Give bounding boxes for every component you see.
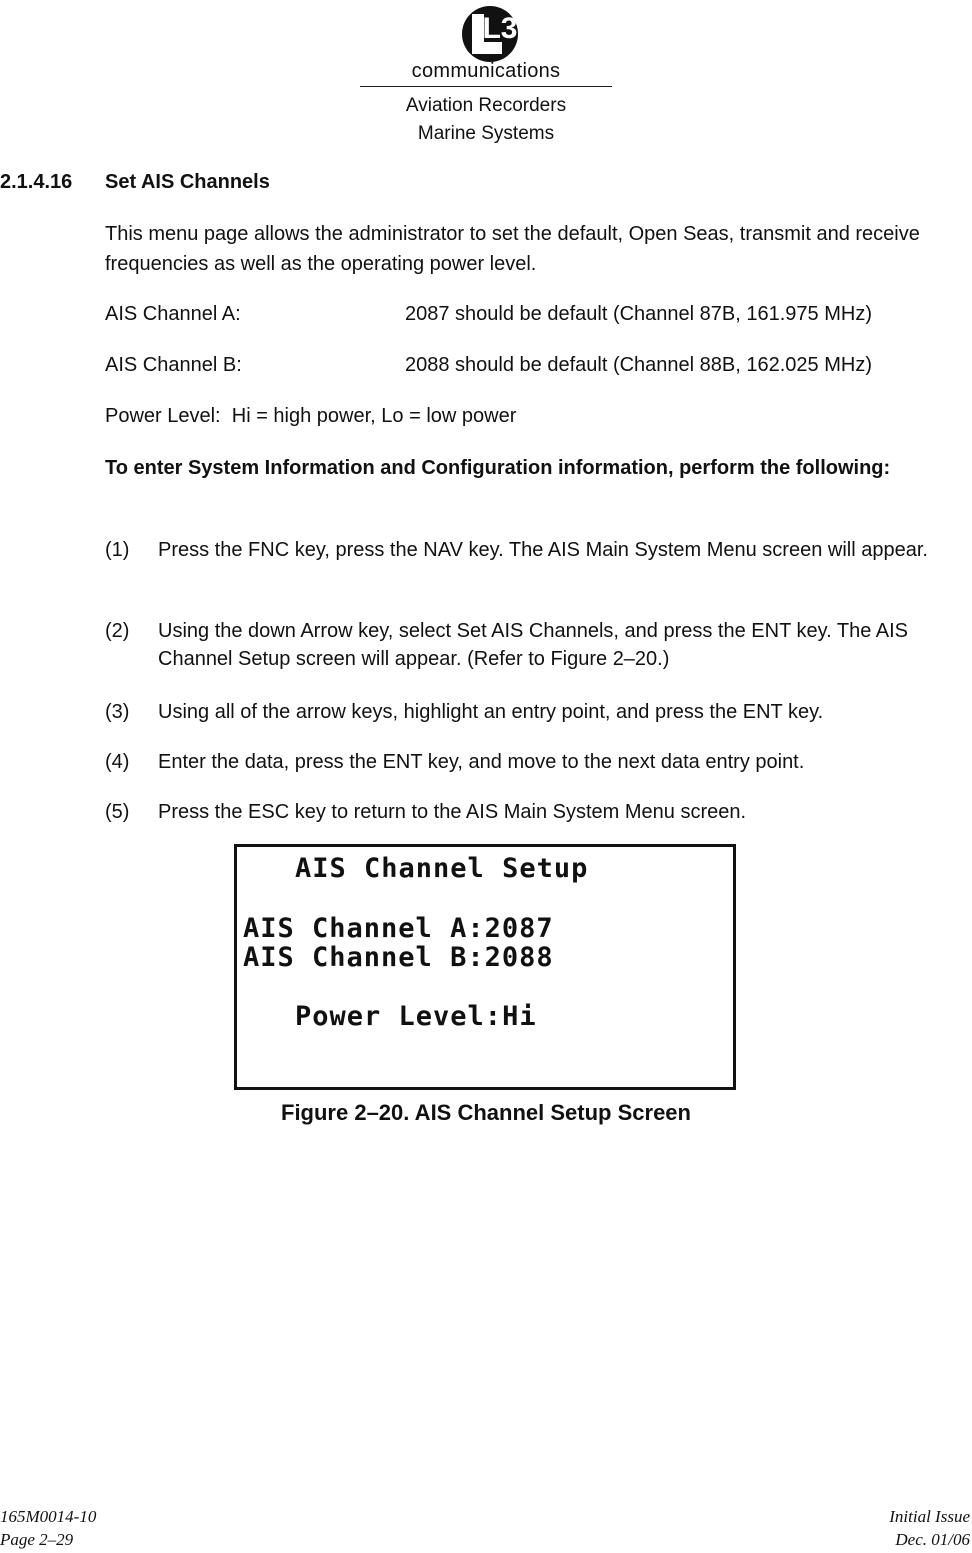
logo-mark-text: L3 bbox=[482, 12, 518, 45]
step-2 bbox=[105, 617, 972, 673]
step-text: Using the down Arrow key, select Set AIS Channels, and press the ENT key. The AIS Channel Setup screen will appear. (Refer to Figure 2–20.) bbox=[158, 620, 909, 670]
section-heading bbox=[0, 171, 270, 194]
intro-paragraph: This menu page allows the administrator to set the default, Open Seas, transmit and receive frequencies as well as the operating power level. bbox=[105, 223, 920, 275]
step-text: Press the ESC key to return to the AIS Main System Menu screen. bbox=[158, 801, 747, 823]
screen-channel-a-line: AIS Channel A:2087 bbox=[243, 913, 554, 944]
channel-b-row bbox=[105, 354, 872, 377]
screen-channel-b-line: AIS Channel B:2088 bbox=[243, 942, 554, 973]
step-text: Enter the data, press the ENT key, and move to the next data entry point. bbox=[158, 751, 805, 773]
screen-title: AIS Channel Setup bbox=[295, 853, 589, 884]
step-1 bbox=[105, 536, 972, 564]
footer-issue: Initial Issue bbox=[889, 1507, 970, 1526]
footer-doc-number: 165M0014-10 bbox=[0, 1507, 97, 1526]
l3-logo-icon bbox=[458, 4, 522, 64]
step-text: Press the FNC key, press the NAV key. The AIS Main System Menu screen will appear. bbox=[158, 539, 928, 561]
channel-b-label: AIS Channel B: bbox=[105, 354, 242, 376]
footer-date: Dec. 01/06 bbox=[895, 1530, 970, 1549]
header-rule bbox=[360, 86, 612, 87]
step-4 bbox=[105, 748, 972, 776]
instruction-heading: To enter System Information and Configuration information, perform the following: bbox=[105, 457, 891, 479]
step-number: (1) bbox=[105, 539, 130, 561]
power-level-label: Power Level: bbox=[105, 405, 221, 427]
step-number: (4) bbox=[105, 751, 130, 773]
step-5 bbox=[105, 798, 972, 826]
section-title: Set AIS Channels bbox=[105, 171, 270, 193]
step-3 bbox=[105, 698, 972, 726]
footer-page-number: Page 2–29 bbox=[0, 1530, 74, 1549]
channel-b-value: 2088 should be default (Channel 88B, 162.025 MHz) bbox=[405, 354, 872, 376]
company-header bbox=[360, 0, 612, 150]
ais-channel-setup-screen bbox=[234, 844, 736, 1090]
logo-wordmark: communications bbox=[411, 60, 561, 82]
step-number: (5) bbox=[105, 801, 130, 823]
org-line-2: Marine Systems bbox=[417, 123, 555, 144]
section-number: 2.1.4.16 bbox=[0, 171, 73, 193]
channel-a-value: 2087 should be default (Channel 87B, 161.975 MHz) bbox=[405, 303, 872, 325]
channel-a-label: AIS Channel A: bbox=[105, 303, 241, 325]
screen-power-line: Power Level:Hi bbox=[295, 1001, 537, 1032]
step-number: (2) bbox=[105, 620, 130, 642]
channel-a-row bbox=[105, 303, 872, 326]
org-line-1: Aviation Recorders bbox=[405, 95, 567, 116]
figure-caption: Figure 2–20. AIS Channel Setup Screen bbox=[281, 1100, 691, 1125]
power-level-value: Hi = high power, Lo = low power bbox=[231, 405, 517, 427]
step-number: (3) bbox=[105, 701, 130, 723]
power-level-row bbox=[105, 405, 516, 428]
step-text: Using all of the arrow keys, highlight an entry point, and press the ENT key. bbox=[158, 701, 824, 723]
